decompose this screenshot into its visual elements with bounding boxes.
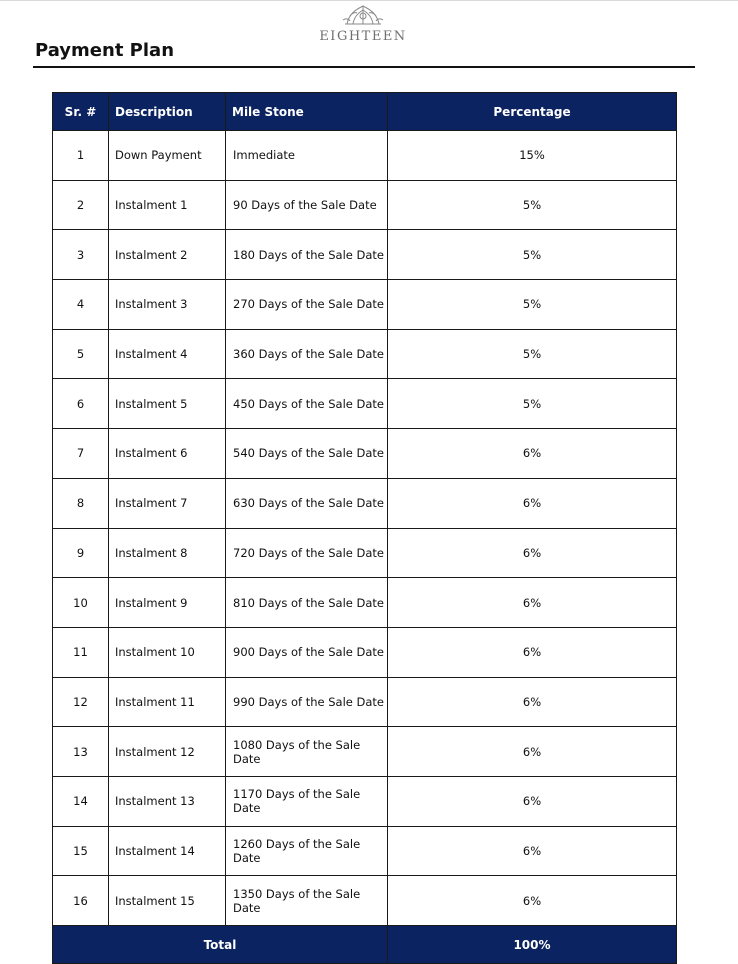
header-description: Description <box>109 93 226 131</box>
table-row <box>53 478 677 528</box>
cell-description: Instalment 6 <box>109 429 226 479</box>
cell-milestone: 1170 Days of the Sale Date <box>226 776 388 826</box>
cell-description: Instalment 11 <box>109 677 226 727</box>
table-row <box>53 180 677 230</box>
header-sr: Sr. # <box>53 93 109 131</box>
cell-sr: 7 <box>53 429 109 479</box>
header-milestone: Mile Stone <box>226 93 388 131</box>
table-header-row <box>53 93 677 131</box>
cell-percentage: 6% <box>388 826 677 876</box>
total-row <box>53 926 677 964</box>
cell-description: Instalment 13 <box>109 776 226 826</box>
cell-description: Instalment 2 <box>109 230 226 280</box>
table-row <box>53 826 677 876</box>
cell-sr: 2 <box>53 180 109 230</box>
cell-description: Instalment 9 <box>109 578 226 628</box>
cell-sr: 11 <box>53 627 109 677</box>
cell-milestone: 1080 Days of the Sale Date <box>226 727 388 777</box>
cell-sr: 6 <box>53 379 109 429</box>
cell-description: Down Payment <box>109 131 226 181</box>
cell-percentage: 5% <box>388 379 677 429</box>
cell-percentage: 6% <box>388 627 677 677</box>
cell-percentage: 6% <box>388 528 677 578</box>
table-body <box>53 131 677 926</box>
page-top-rule <box>0 0 738 1</box>
table-row <box>53 528 677 578</box>
table-row <box>53 329 677 379</box>
cell-percentage: 5% <box>388 329 677 379</box>
crest-logo-icon <box>341 2 385 28</box>
cell-percentage: 6% <box>388 876 677 926</box>
cell-percentage: 6% <box>388 429 677 479</box>
brand-header <box>300 2 426 44</box>
table-row <box>53 131 677 181</box>
table-row <box>53 677 677 727</box>
title-underline <box>33 66 695 68</box>
cell-milestone: 540 Days of the Sale Date <box>226 429 388 479</box>
page-title: Payment Plan <box>35 40 175 61</box>
brand-name: EIGHTEEN <box>319 29 407 44</box>
table-row <box>53 429 677 479</box>
cell-description: Instalment 5 <box>109 379 226 429</box>
cell-description: Instalment 3 <box>109 280 226 330</box>
cell-description: Instalment 12 <box>109 727 226 777</box>
cell-percentage: 6% <box>388 478 677 528</box>
cell-sr: 10 <box>53 578 109 628</box>
cell-milestone: 180 Days of the Sale Date <box>226 230 388 280</box>
cell-milestone: Immediate <box>226 131 388 181</box>
cell-sr: 14 <box>53 776 109 826</box>
cell-percentage: 6% <box>388 727 677 777</box>
cell-description: Instalment 15 <box>109 876 226 926</box>
cell-sr: 3 <box>53 230 109 280</box>
cell-milestone: 990 Days of the Sale Date <box>226 677 388 727</box>
cell-percentage: 6% <box>388 677 677 727</box>
cell-milestone: 360 Days of the Sale Date <box>226 329 388 379</box>
table-row <box>53 876 677 926</box>
cell-sr: 13 <box>53 727 109 777</box>
cell-description: Instalment 4 <box>109 329 226 379</box>
table-row <box>53 776 677 826</box>
cell-sr: 1 <box>53 131 109 181</box>
total-label: Total <box>53 926 388 964</box>
table-row <box>53 627 677 677</box>
cell-milestone: 810 Days of the Sale Date <box>226 578 388 628</box>
cell-milestone: 720 Days of the Sale Date <box>226 528 388 578</box>
cell-milestone: 90 Days of the Sale Date <box>226 180 388 230</box>
cell-description: Instalment 14 <box>109 826 226 876</box>
cell-percentage: 5% <box>388 180 677 230</box>
table-row <box>53 727 677 777</box>
cell-milestone: 1260 Days of the Sale Date <box>226 826 388 876</box>
cell-percentage: 5% <box>388 230 677 280</box>
cell-description: Instalment 8 <box>109 528 226 578</box>
cell-milestone: 1350 Days of the Sale Date <box>226 876 388 926</box>
table-row <box>53 280 677 330</box>
cell-percentage: 6% <box>388 578 677 628</box>
cell-percentage: 15% <box>388 131 677 181</box>
cell-sr: 12 <box>53 677 109 727</box>
cell-sr: 4 <box>53 280 109 330</box>
cell-milestone: 270 Days of the Sale Date <box>226 280 388 330</box>
cell-sr: 5 <box>53 329 109 379</box>
cell-milestone: 630 Days of the Sale Date <box>226 478 388 528</box>
cell-sr: 9 <box>53 528 109 578</box>
cell-sr: 8 <box>53 478 109 528</box>
total-value: 100% <box>388 926 677 964</box>
cell-milestone: 900 Days of the Sale Date <box>226 627 388 677</box>
table-row <box>53 379 677 429</box>
cell-description: Instalment 7 <box>109 478 226 528</box>
payment-plan-table <box>52 92 677 964</box>
cell-percentage: 5% <box>388 280 677 330</box>
table-row <box>53 578 677 628</box>
table-row <box>53 230 677 280</box>
cell-description: Instalment 10 <box>109 627 226 677</box>
cell-milestone: 450 Days of the Sale Date <box>226 379 388 429</box>
header-percentage: Percentage <box>388 93 677 131</box>
cell-description: Instalment 1 <box>109 180 226 230</box>
cell-percentage: 6% <box>388 776 677 826</box>
cell-sr: 15 <box>53 826 109 876</box>
cell-sr: 16 <box>53 876 109 926</box>
